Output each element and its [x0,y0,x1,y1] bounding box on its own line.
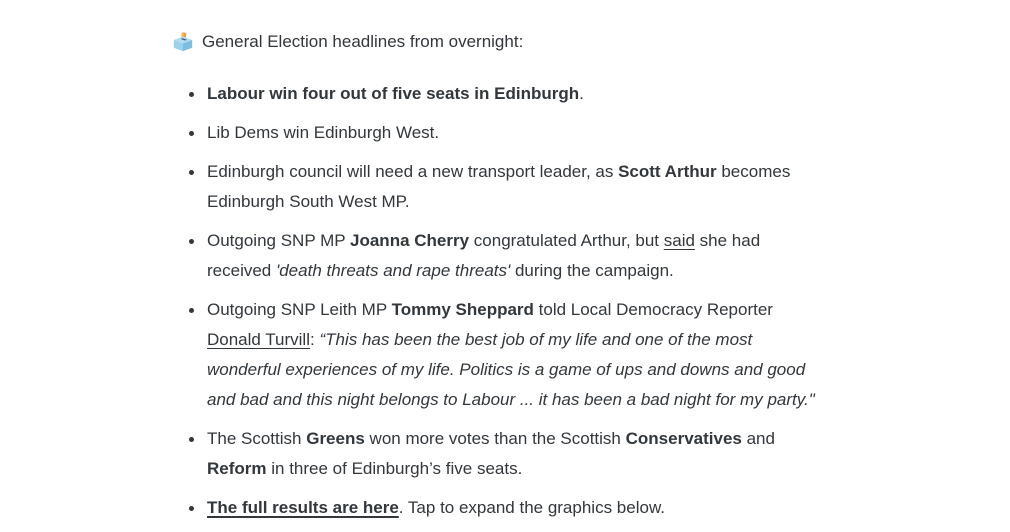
text-line [207,256,912,286]
text-line [207,454,912,484]
text-segment: Outgoing SNP Leith MP [207,300,392,319]
text-segment: congratulated Arthur, but [469,231,664,250]
headline-item-greens-votes [172,424,912,484]
italic-quote: wonderful experiences of my life. Politics is a game of ups and downs and good [207,360,806,379]
text-segment: becomes [716,162,791,181]
italic-quote: and bad and this night belongs to Labour ... it has been a bad night for my party." [207,390,815,409]
text-line [207,157,912,187]
headline-item-tommy-sheppard [172,295,912,415]
bold-text: Labour win four out of five seats in Edinburgh [207,84,580,103]
ballot-box-icon [172,31,194,53]
headline-item-joanna-cherry [172,226,912,286]
said-link[interactable]: said [663,231,695,250]
text-line [207,118,912,148]
text-segment: Lib Dems win Edinburgh West. [207,123,440,142]
headline-item-full-results [172,493,912,523]
text-line [207,295,912,325]
text-segment: The Scottish [207,429,307,448]
text-line [207,226,912,256]
article-heading [172,29,902,55]
text-segment: . [579,84,584,103]
headline-list [172,79,902,523]
italic-quote: “This has been the best job of my life and one of the most [319,330,753,349]
headline-item-transport-leader [172,157,912,217]
bold-text: Scott Arthur [618,162,717,181]
text-line [207,187,912,217]
bold-text: Reform [207,459,267,478]
text-segment: she had [694,231,761,250]
headline-item-libdems [172,118,912,148]
text-segment: : [310,330,320,349]
text-segment: Outgoing SNP MP [207,231,351,250]
text-line [207,424,912,454]
text-line [207,325,912,355]
bold-text: Greens [306,429,365,448]
text-segment: in three of Edinburgh’s five seats. [266,459,523,478]
text-segment: told Local Democracy Reporter [533,300,773,319]
bold-text: Conservatives [625,429,742,448]
text-segment: during the campaign. [510,261,674,280]
bold-text: Tommy Sheppard [391,300,534,319]
article-body [172,29,902,532]
text-line [207,79,912,109]
donald-turvill-link[interactable]: Donald Turvill [207,330,310,349]
text-segment: . Tap to expand the graphics below. [398,498,666,517]
italic-quote: 'death threats and rape threats' [275,261,511,280]
full-results-link[interactable]: The full results are here [207,498,399,517]
headline-item-labour-win [172,79,912,109]
text-segment: Edinburgh South West MP. [207,192,410,211]
text-line [207,493,912,523]
text-segment: Edinburgh council will need a new transport leader, as [207,162,619,181]
text-line [207,355,912,385]
text-segment: and [741,429,775,448]
text-segment: won more votes than the Scottish [364,429,626,448]
text-segment: received [207,261,276,280]
text-line [207,385,912,415]
bold-text: Joanna Cherry [350,231,470,250]
article-heading-text: General Election headlines from overnight: [202,32,524,51]
